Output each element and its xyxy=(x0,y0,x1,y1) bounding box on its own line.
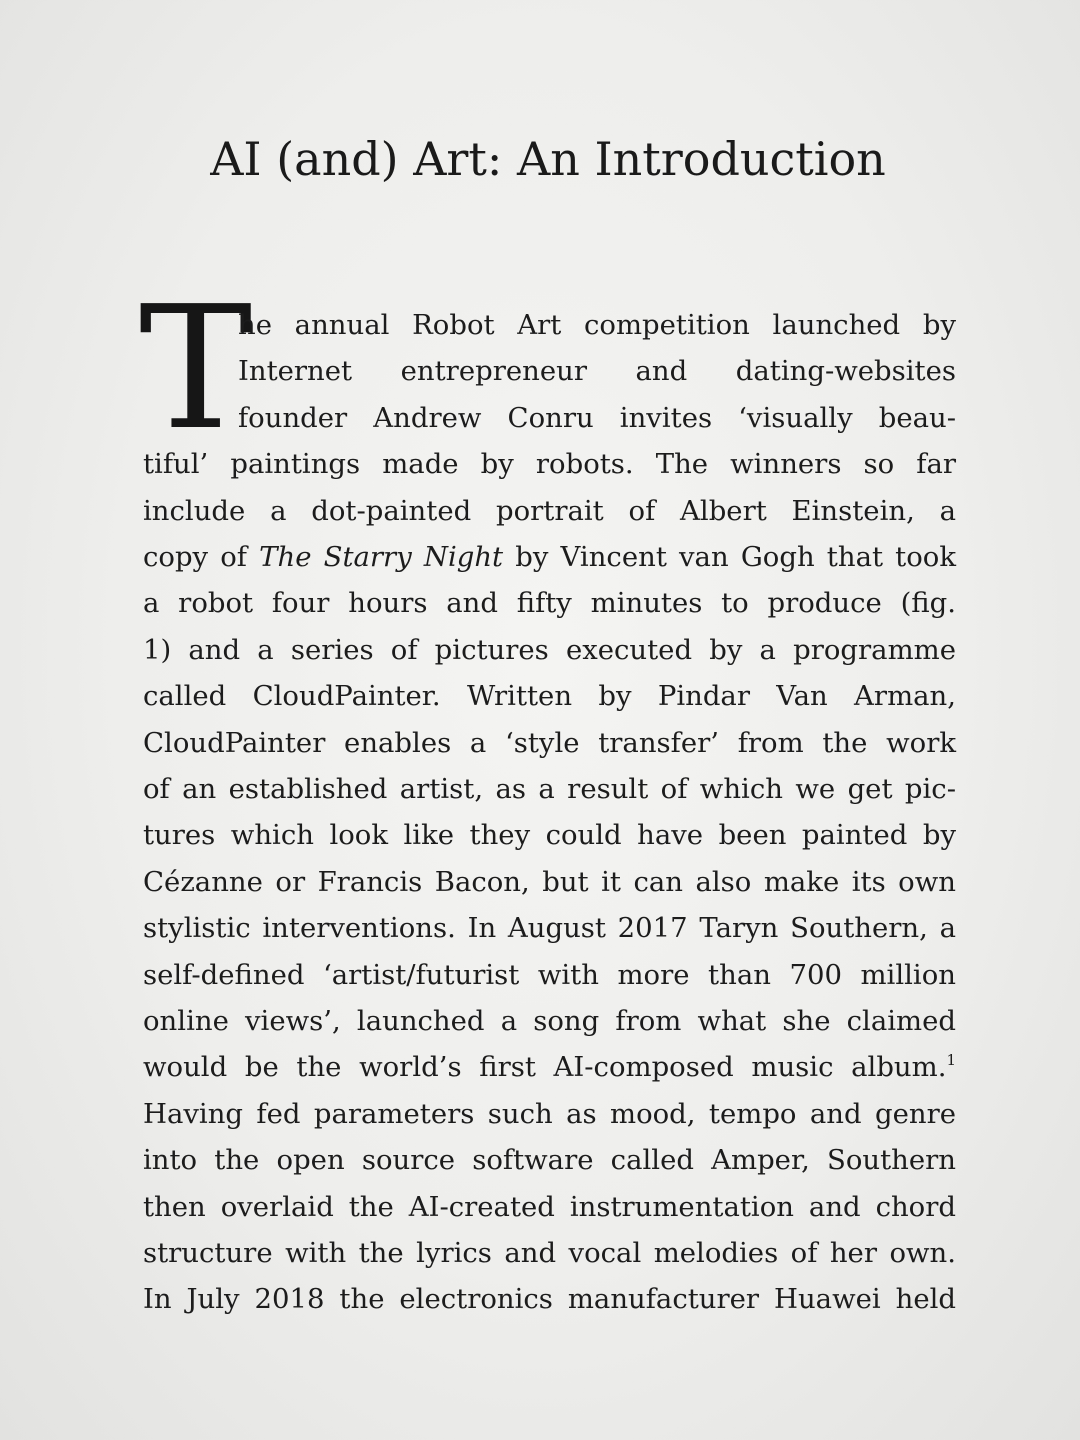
text-line: 1) and a series of pictures executed by a programme xyxy=(143,633,956,666)
bleed-through-text xyxy=(140,10,960,56)
text-line: Cézanne or Francis Bacon, but it can also make its own xyxy=(143,865,956,898)
text-line: tiful’ paintings made by robots. The winners so far xyxy=(143,448,956,481)
text-line: CloudPainter enables a ‘style transfer’ from the work xyxy=(143,726,956,759)
text-line: self-defined ‘artist/futurist with more than 700 million xyxy=(143,958,956,991)
text-line: online views’, launched a song from what she claimed xyxy=(143,1005,956,1037)
text-line: into the open source software called Amper, Southern xyxy=(143,1144,956,1177)
text-line: In July 2018 the electronics manufacturer Huawei held xyxy=(143,1283,956,1316)
page-title: AI (and) Art: An Introduction xyxy=(210,132,886,186)
text-segment: by Vincent van Gogh that took xyxy=(503,541,956,573)
footnote-marker[interactable]: 1 xyxy=(946,1051,956,1070)
text-line: Internet entrepreneur and dating-websites xyxy=(238,355,956,388)
text-line xyxy=(143,1044,956,1090)
text-line: include a dot-painted portrait of Albert Einstein, a xyxy=(143,494,956,527)
text-line: structure with the lyrics and vocal melodies of her own. xyxy=(143,1237,956,1269)
text-line: founder Andrew Conru invites ‘visually beau- xyxy=(238,401,956,434)
text-line: stylistic interventions. In August 2017 Taryn Southern, a xyxy=(143,912,956,945)
drop-cap: T xyxy=(139,270,253,468)
text-line: of an established artist, as a result of which we get pic- xyxy=(143,773,956,805)
text-line: a robot four hours and fifty minutes to produce (fig. xyxy=(143,587,956,620)
text-line: called CloudPainter. Written by Pindar Van Arman, xyxy=(143,680,956,713)
text-line: tures which look like they could have been painted by xyxy=(143,819,956,852)
text-line: Having fed parameters such as mood, tempo and genre xyxy=(143,1097,956,1130)
artwork-title: The Starry Night xyxy=(259,541,504,573)
text-segment: copy of xyxy=(143,541,260,573)
text-line: he annual Robot Art competition launched by xyxy=(238,309,956,341)
text-segment: would be the world’s first AI-composed music album. xyxy=(143,1051,947,1084)
text-line: then overlaid the AI-created instrumentation and chord xyxy=(143,1190,956,1223)
text-line xyxy=(143,534,956,580)
